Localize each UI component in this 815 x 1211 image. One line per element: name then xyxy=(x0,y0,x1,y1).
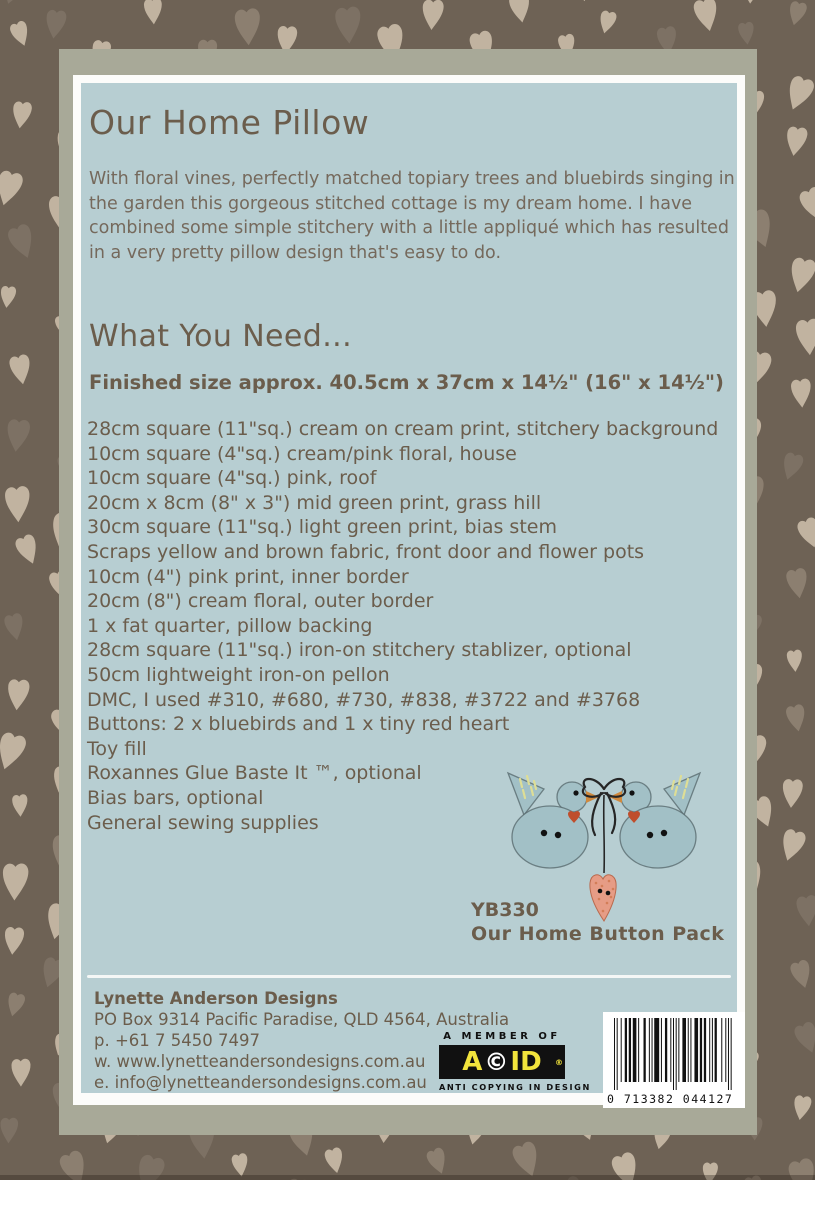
supply-item: 50cm lightweight iron-on pellon xyxy=(87,663,390,686)
intro-paragraph: With floral vines, perfectly matched topiary trees and bluebirds singing in the garden this gorgeous stitched cottage is my dream home. I have combined some simple stitchery with a little appliqué which has resulted in a very pretty pillow design that's easy to do. xyxy=(89,169,735,263)
barcode-digits: 0 713382 044127 xyxy=(607,1092,734,1106)
section-heading: What You Need... xyxy=(89,319,353,354)
company-address: PO Box 9314 Pacific Paradise, QLD 4564, Australia xyxy=(94,1010,510,1029)
button-pack-code: YB330 xyxy=(471,899,539,921)
supply-item: 28cm square (11"sq.) iron-on stitchery stablizer, optional xyxy=(87,639,632,662)
acid-logo xyxy=(439,1031,591,1092)
footer-divider xyxy=(87,975,731,978)
outer-frame xyxy=(59,49,757,1135)
supply-item: Roxannes Glue Baste It ™, optional xyxy=(87,762,422,785)
supply-item: 20cm x 8cm (8" x 3") mid green print, grass hill xyxy=(87,491,542,514)
supply-item: DMC, I used #310, #680, #730, #838, #3722 and #3768 xyxy=(87,688,641,711)
company-website: w. www.lynetteandersondesigns.com.au xyxy=(94,1052,426,1071)
acid-letter-a: A xyxy=(462,1047,483,1077)
barcode xyxy=(603,1012,745,1108)
supply-item: Buttons: 2 x bluebirds and 1 x tiny red heart xyxy=(87,713,510,736)
supply-item: Toy fill xyxy=(87,737,147,760)
supply-item: 30cm square (11"sq.) light green print, bias stem xyxy=(87,516,557,539)
info-panel xyxy=(81,83,737,1093)
supply-item: 20cm (8") cream floral, outer border xyxy=(87,590,434,613)
acid-member-text: A MEMBER OF xyxy=(443,1031,561,1042)
finished-size: Finished size approx. 40.5cm x 37cm x 14½" (16" x 14½") xyxy=(89,371,724,394)
heart-button xyxy=(590,875,616,921)
supply-item: 1 x fat quarter, pillow backing xyxy=(87,614,373,637)
acid-copyright-icon: © xyxy=(484,1048,509,1076)
supply-item: Bias bars, optional xyxy=(87,786,264,809)
supply-item: 10cm square (4"sq.) pink, roof xyxy=(87,467,377,490)
acid-tagline: ANTI COPYING IN DESIGN xyxy=(439,1082,591,1092)
acid-logo-box xyxy=(439,1045,565,1079)
company-name: Lynette Anderson Designs xyxy=(94,989,338,1008)
supply-item: General sewing supplies xyxy=(87,811,319,834)
supply-item: 10cm square (4"sq.) cream/pink floral, house xyxy=(87,442,517,465)
white-mat xyxy=(73,75,745,1105)
supply-item: 28cm square (11"sq.) cream on cream print, stitchery background xyxy=(87,418,719,440)
company-email: e. info@lynetteandersondesigns.com.au xyxy=(94,1073,427,1092)
supply-item: Scraps yellow and brown fabric, front door and flower pots xyxy=(87,540,645,563)
company-phone: p. +61 7 5450 7497 xyxy=(94,1031,260,1050)
supply-item: 10cm (4") pink print, inner border xyxy=(87,565,409,588)
acid-letters-id: ID xyxy=(510,1047,542,1077)
page-title: Our Home Pillow xyxy=(89,103,370,142)
acid-registered-icon: ® xyxy=(555,1058,563,1067)
button-pack-name: Our Home Button Pack xyxy=(471,923,725,945)
barcode-bars xyxy=(603,1012,745,1090)
